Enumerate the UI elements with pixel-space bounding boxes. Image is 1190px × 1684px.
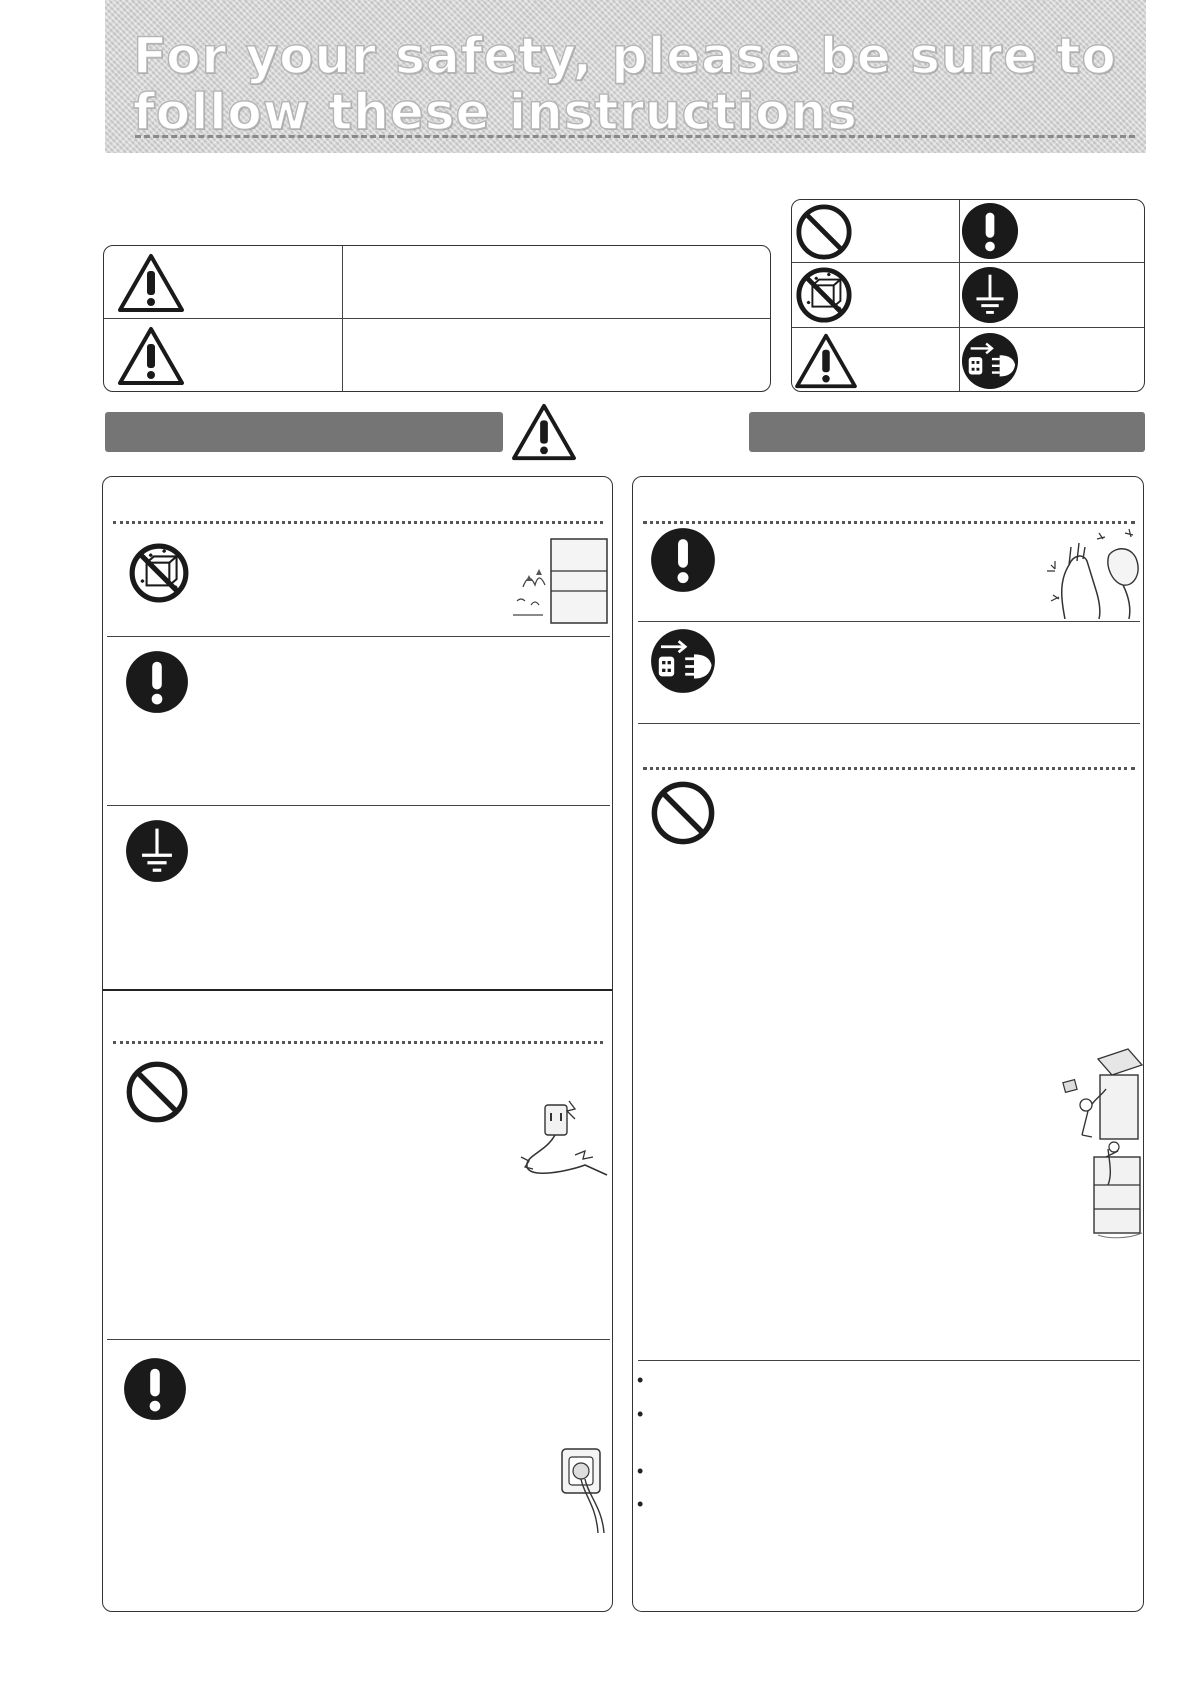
section-divider: [103, 989, 612, 991]
caution-triangle-icon: [792, 332, 860, 390]
unplug-icon: [961, 332, 1019, 390]
bullet: •: [637, 1370, 644, 1390]
do-not-wet-icon: [795, 266, 853, 324]
bullet: •: [637, 1404, 644, 1424]
hand-cleaning-illustration: [1043, 525, 1143, 621]
item-divider: [638, 621, 1140, 622]
fridge-splash-illustration: [507, 535, 609, 627]
prohibition-icon: [125, 1060, 189, 1124]
prohibition-icon: [795, 203, 853, 261]
child-climbing-illustration: [1058, 1045, 1144, 1241]
page-title: For your safety, please be sure to follow these instructions: [133, 27, 1117, 141]
left-warning-panel: [102, 476, 613, 1612]
item-divider: [107, 805, 610, 806]
bullet: •: [637, 1494, 644, 1514]
title-banner: [105, 0, 1146, 153]
damaged-cord-illustration: [515, 1097, 611, 1185]
mandatory-action-icon: [125, 650, 189, 714]
mandatory-action-icon: [123, 1357, 187, 1421]
dotted-separator: [643, 767, 1135, 770]
legend-divider: [959, 200, 960, 391]
mandatory-action-icon: [650, 527, 716, 593]
warning-triangle-icon: [116, 252, 186, 314]
section-bar-right: [749, 412, 1145, 452]
dotted-separator: [113, 521, 603, 524]
dotted-separator: [643, 521, 1135, 524]
ground-icon: [961, 266, 1019, 324]
warning-triangle-icon: [510, 402, 578, 462]
dotted-separator: [113, 1041, 603, 1044]
ground-icon: [125, 819, 189, 883]
legend-row-divider-2: [792, 327, 1144, 328]
legend-row-divider-1: [792, 262, 1144, 263]
section-divider: [638, 723, 1140, 724]
bullet: •: [637, 1461, 644, 1481]
do-not-wet-icon: [128, 542, 190, 604]
severity-table-row-divider: [104, 318, 770, 319]
caution-triangle-icon: [116, 325, 186, 387]
prohibition-icon: [650, 780, 716, 846]
symbol-legend: [791, 199, 1145, 392]
mandatory-action-icon: [961, 202, 1019, 260]
right-warning-panel: [632, 476, 1144, 1612]
item-divider: [107, 1339, 610, 1340]
item-divider: [107, 636, 610, 637]
title-dashed-rule: [135, 135, 1135, 138]
severity-table: [103, 245, 771, 392]
wall-outlet-plug-illustration: [558, 1445, 610, 1535]
section-divider: [638, 1360, 1140, 1361]
unplug-icon: [650, 628, 716, 694]
section-bar-left: [105, 412, 503, 452]
